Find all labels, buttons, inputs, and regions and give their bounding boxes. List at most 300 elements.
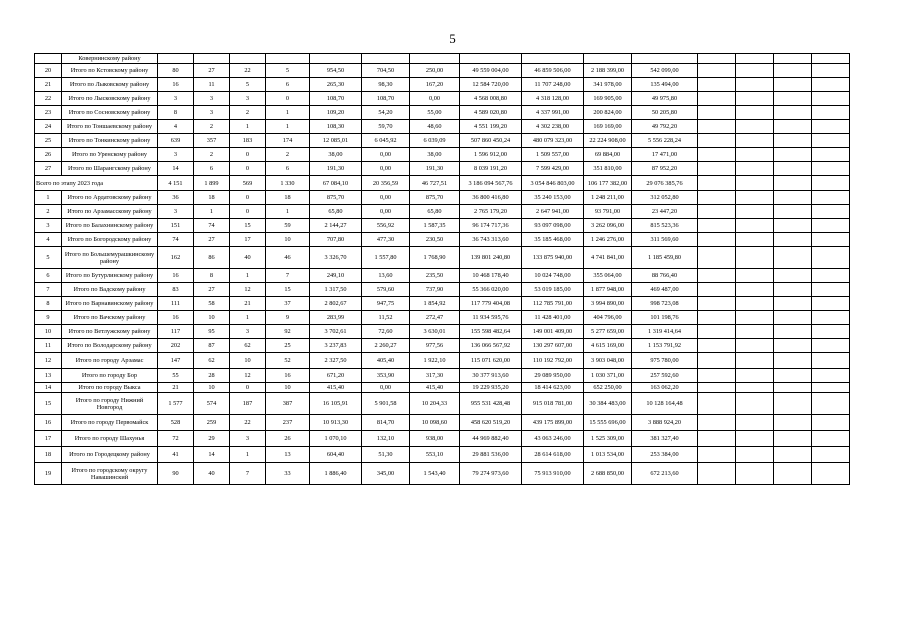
table-cell: 283,99	[310, 311, 362, 325]
table-cell: 2 765 179,20	[460, 205, 522, 219]
empty-cell	[812, 393, 850, 415]
table-cell: 1 577	[158, 393, 194, 415]
empty-cell	[736, 219, 774, 233]
empty-cell	[812, 78, 850, 92]
empty-cell	[698, 383, 736, 393]
empty-cell	[774, 415, 812, 431]
empty-cell	[812, 162, 850, 176]
empty-cell	[774, 463, 812, 485]
table-cell: 93 791,00	[584, 205, 632, 219]
table-cell: 10 024 748,00	[522, 269, 584, 283]
empty-cell	[698, 393, 736, 415]
table-cell: 15	[230, 219, 266, 233]
row-name: Итого по Шарангскому району	[62, 162, 158, 176]
empty-cell	[774, 325, 812, 339]
empty-cell	[812, 339, 850, 353]
empty-cell	[812, 120, 850, 134]
table-cell: 1	[266, 106, 310, 120]
table-cell: 21	[230, 297, 266, 311]
table-cell: 19 229 935,20	[460, 383, 522, 393]
table-cell: 2 327,50	[310, 353, 362, 369]
table-cell	[522, 54, 584, 64]
empty-cell	[812, 233, 850, 247]
table-cell: 16	[158, 78, 194, 92]
empty-cell	[774, 205, 812, 219]
row-name: Итого по городу Бор	[62, 369, 158, 383]
row-number: 13	[35, 369, 62, 383]
table-cell: 25	[266, 339, 310, 353]
empty-cell	[698, 148, 736, 162]
table-cell: 3 888 924,20	[632, 415, 698, 431]
table-cell: 947,75	[362, 297, 410, 311]
empty-cell	[736, 383, 774, 393]
table-cell: 40	[230, 247, 266, 269]
table-cell: 27	[194, 283, 230, 297]
table-row	[35, 247, 850, 269]
table-cell: 200 824,00	[584, 106, 632, 120]
table-cell: 1 768,90	[410, 247, 460, 269]
row-name: Всего по этапу 2023 года	[35, 176, 158, 191]
table-cell: 2	[266, 148, 310, 162]
table-cell: 86	[194, 247, 230, 269]
table-cell: 36 743 313,60	[460, 233, 522, 247]
empty-cell	[812, 415, 850, 431]
table-cell: 101 198,76	[632, 311, 698, 325]
table-cell: 8	[158, 106, 194, 120]
table-cell: 3	[230, 325, 266, 339]
table-cell: 36	[158, 191, 194, 205]
table-cell: 3 326,70	[310, 247, 362, 269]
table-cell: 3	[158, 205, 194, 219]
table-cell: 3 702,61	[310, 325, 362, 339]
table-cell: 16 105,91	[310, 393, 362, 415]
empty-cell	[774, 92, 812, 106]
table-cell: 381 327,40	[632, 431, 698, 447]
table-cell: 6 045,92	[362, 134, 410, 148]
empty-cell	[698, 369, 736, 383]
empty-cell	[698, 233, 736, 247]
row-number: 11	[35, 339, 62, 353]
table-cell: 415,40	[410, 383, 460, 393]
table-cell: 259	[194, 415, 230, 431]
table-cell: 8	[194, 269, 230, 283]
row-number: 3	[35, 219, 62, 233]
table-cell: 4 741 841,00	[584, 247, 632, 269]
table-cell: 0	[230, 148, 266, 162]
row-name: Итого по Кстовскому району	[62, 64, 158, 78]
table-row	[35, 415, 850, 431]
table-cell: 404 796,00	[584, 311, 632, 325]
table-cell: 58	[194, 297, 230, 311]
table-cell: 191,30	[410, 162, 460, 176]
table-row	[35, 297, 850, 311]
table-cell	[158, 54, 194, 64]
table-row	[35, 431, 850, 447]
table-row	[35, 339, 850, 353]
table-cell: 2 802,67	[310, 297, 362, 311]
table-cell: 135 494,00	[632, 78, 698, 92]
table-cell: 1 246 276,00	[584, 233, 632, 247]
table-cell: 46 859 506,00	[522, 64, 584, 78]
table-cell: 0,00	[410, 92, 460, 106]
table-cell: 49 559 004,00	[460, 64, 522, 78]
table-cell: 29 089 950,00	[522, 369, 584, 383]
table-cell: 11 707 248,00	[522, 78, 584, 92]
table-cell: 875,70	[310, 191, 362, 205]
table-cell: 48,60	[410, 120, 460, 134]
table-cell: 22	[230, 64, 266, 78]
table-cell: 3	[230, 431, 266, 447]
empty-cell	[812, 447, 850, 463]
row-number: 14	[35, 383, 62, 393]
table-cell: 69 884,00	[584, 148, 632, 162]
row-number: 15	[35, 393, 62, 415]
table-cell: 106 177 382,00	[584, 176, 632, 191]
empty-cell	[736, 269, 774, 283]
table-cell: 149 001 409,00	[522, 325, 584, 339]
table-cell: 4 318 128,00	[522, 92, 584, 106]
empty-cell	[698, 325, 736, 339]
table-cell	[310, 54, 362, 64]
table-cell: 27	[194, 233, 230, 247]
table-cell: 147	[158, 353, 194, 369]
empty-cell	[698, 120, 736, 134]
table-cell: 18	[194, 191, 230, 205]
table-cell: 6	[194, 162, 230, 176]
table-cell: 977,56	[410, 339, 460, 353]
table-cell: 2	[194, 148, 230, 162]
table-cell: 35 240 153,00	[522, 191, 584, 205]
table-cell: 1	[266, 205, 310, 219]
table-cell: 1 899	[194, 176, 230, 191]
empty-cell	[774, 134, 812, 148]
empty-cell	[812, 269, 850, 283]
row-name: Итого по Лысковскому району	[62, 92, 158, 106]
table-cell: 109,20	[310, 106, 362, 120]
table-row	[35, 148, 850, 162]
empty-cell	[736, 283, 774, 297]
empty-cell	[812, 134, 850, 148]
table-cell: 21	[158, 383, 194, 393]
table-cell: 2 188 399,00	[584, 64, 632, 78]
row-name: Итого по Балахнинскому району	[62, 219, 158, 233]
table-cell: 98,30	[362, 78, 410, 92]
row-number: 26	[35, 148, 62, 162]
table-cell: 235,50	[410, 269, 460, 283]
empty-cell	[774, 311, 812, 325]
table-cell: 553,10	[410, 447, 460, 463]
table-cell: 62	[230, 339, 266, 353]
table-cell: 10	[230, 353, 266, 369]
table-cell: 351 810,00	[584, 162, 632, 176]
table-cell: 639	[158, 134, 194, 148]
row-number: 20	[35, 64, 62, 78]
empty-cell	[774, 219, 812, 233]
table-cell: 28	[194, 369, 230, 383]
table-cell: 59	[266, 219, 310, 233]
table-cell: 0	[230, 191, 266, 205]
empty-cell	[698, 353, 736, 369]
empty-cell	[698, 219, 736, 233]
table-cell: 528	[158, 415, 194, 431]
row-number	[35, 54, 62, 64]
row-number: 24	[35, 120, 62, 134]
table-cell: 46	[266, 247, 310, 269]
table-cell: 507 860 450,24	[460, 134, 522, 148]
table-row	[35, 92, 850, 106]
row-number: 18	[35, 447, 62, 463]
empty-cell	[812, 247, 850, 269]
table-cell: 132,10	[362, 431, 410, 447]
table-cell: 1 877 948,00	[584, 283, 632, 297]
row-number: 22	[35, 92, 62, 106]
empty-cell	[774, 283, 812, 297]
table-row	[35, 393, 850, 415]
table-cell: 12 584 720,00	[460, 78, 522, 92]
table-cell: 40	[194, 463, 230, 485]
table-cell: 5	[230, 78, 266, 92]
table-cell: 110 192 792,00	[522, 353, 584, 369]
table-cell: 353,90	[362, 369, 410, 383]
empty-cell	[698, 134, 736, 148]
table-cell	[632, 54, 698, 64]
row-number: 6	[35, 269, 62, 283]
table-cell: 3 237,83	[310, 339, 362, 353]
table-cell: 915 018 781,00	[522, 393, 584, 415]
table-cell: 1 543,40	[410, 463, 460, 485]
table-cell: 2	[230, 106, 266, 120]
table-row	[35, 162, 850, 176]
table-cell: 1 509 557,00	[522, 148, 584, 162]
table-cell: 36 800 416,80	[460, 191, 522, 205]
table-cell: 4 615 169,00	[584, 339, 632, 353]
row-number: 16	[35, 415, 62, 431]
empty-cell	[698, 191, 736, 205]
table-row	[35, 64, 850, 78]
table-cell: 0,00	[362, 383, 410, 393]
table-cell	[362, 54, 410, 64]
table-cell: 115 071 620,00	[460, 353, 522, 369]
table-cell: 10	[266, 383, 310, 393]
table-cell: 737,90	[410, 283, 460, 297]
table-cell: 458 620 519,20	[460, 415, 522, 431]
empty-cell	[736, 78, 774, 92]
table-row	[35, 383, 850, 393]
empty-cell	[698, 64, 736, 78]
table-cell: 151	[158, 219, 194, 233]
table-cell: 96 174 717,36	[460, 219, 522, 233]
table-cell: 0	[230, 205, 266, 219]
table-cell: 569	[230, 176, 266, 191]
row-number: 9	[35, 311, 62, 325]
empty-cell	[736, 176, 774, 191]
table-cell: 10 468 178,40	[460, 269, 522, 283]
table-cell: 230,50	[410, 233, 460, 247]
empty-cell	[736, 162, 774, 176]
table-cell: 955 531 428,48	[460, 393, 522, 415]
row-number: 10	[35, 325, 62, 339]
table-cell: 3 186 094 567,76	[460, 176, 522, 191]
table-cell: 130 297 607,00	[522, 339, 584, 353]
table-cell: 250,00	[410, 64, 460, 78]
table-cell: 1 070,10	[310, 431, 362, 447]
table-cell: 0,00	[362, 148, 410, 162]
table-cell: 1	[230, 311, 266, 325]
row-name: Итого по Вачскому району	[62, 311, 158, 325]
table-cell: 38,00	[310, 148, 362, 162]
row-name: Итого по городу Шахунья	[62, 431, 158, 447]
row-number: 12	[35, 353, 62, 369]
table-row	[35, 219, 850, 233]
empty-cell	[812, 283, 850, 297]
table-cell: 5	[266, 64, 310, 78]
table-cell: 317,30	[410, 369, 460, 383]
table-cell: 2	[194, 120, 230, 134]
table-cell: 11,52	[362, 311, 410, 325]
table-row	[35, 120, 850, 134]
table-cell: 90	[158, 463, 194, 485]
table-cell: 72,60	[362, 325, 410, 339]
empty-cell	[736, 205, 774, 219]
table-cell: 439 175 899,00	[522, 415, 584, 431]
row-number: 23	[35, 106, 62, 120]
empty-cell	[774, 148, 812, 162]
table-cell: 0	[230, 383, 266, 393]
table-cell: 4 302 238,00	[522, 120, 584, 134]
table-cell: 357	[194, 134, 230, 148]
table-cell: 556,92	[362, 219, 410, 233]
empty-cell	[698, 162, 736, 176]
table-cell: 6	[266, 162, 310, 176]
table-cell: 162	[158, 247, 194, 269]
page-number: 5	[449, 31, 456, 46]
empty-cell	[812, 431, 850, 447]
table-cell: 1 587,35	[410, 219, 460, 233]
table-cell: 167,20	[410, 78, 460, 92]
empty-cell	[698, 297, 736, 311]
table-cell: 10 128 164,48	[632, 393, 698, 415]
empty-cell	[774, 191, 812, 205]
table-row	[35, 134, 850, 148]
table-cell	[230, 54, 266, 64]
empty-cell	[812, 54, 850, 64]
row-name: Итого по городу Нижний Новгород	[62, 393, 158, 415]
empty-cell	[698, 205, 736, 219]
table-row	[35, 369, 850, 383]
empty-cell	[736, 92, 774, 106]
table-cell: 1 886,40	[310, 463, 362, 485]
empty-cell	[698, 247, 736, 269]
table-cell: 28 614 618,00	[522, 447, 584, 463]
table-cell: 672 213,60	[632, 463, 698, 485]
row-number: 5	[35, 247, 62, 269]
table-row	[35, 311, 850, 325]
table-cell: 10 098,60	[410, 415, 460, 431]
table-cell: 10 204,33	[410, 393, 460, 415]
empty-cell	[774, 447, 812, 463]
empty-cell	[736, 64, 774, 78]
table-cell: 5 556 228,24	[632, 134, 698, 148]
table-cell: 38,00	[410, 148, 460, 162]
table-cell: 814,70	[362, 415, 410, 431]
table-cell: 111	[158, 297, 194, 311]
empty-cell	[812, 176, 850, 191]
table-cell: 237	[266, 415, 310, 431]
row-number: 27	[35, 162, 62, 176]
table-cell: 1 248 211,00	[584, 191, 632, 205]
table-cell: 10 913,30	[310, 415, 362, 431]
table-cell: 117 779 404,08	[460, 297, 522, 311]
table-cell: 30 384 483,00	[584, 393, 632, 415]
table-cell: 33	[266, 463, 310, 485]
empty-cell	[774, 54, 812, 64]
row-name: Итого по Большемурашкинскому району	[62, 247, 158, 269]
empty-cell	[812, 463, 850, 485]
table-cell: 191,30	[310, 162, 362, 176]
table-cell: 4 337 991,00	[522, 106, 584, 120]
empty-cell	[774, 353, 812, 369]
table-cell: 998 723,08	[632, 297, 698, 311]
empty-cell	[774, 176, 812, 191]
table-row	[35, 447, 850, 463]
row-number: 25	[35, 134, 62, 148]
table-cell: 30 377 913,60	[460, 369, 522, 383]
table-cell: 415,40	[310, 383, 362, 393]
table-cell: 169 169,00	[584, 120, 632, 134]
table-cell: 18 414 623,00	[522, 383, 584, 393]
table-row	[35, 205, 850, 219]
empty-cell	[812, 219, 850, 233]
row-name: Итого по Бутурлинскому району	[62, 269, 158, 283]
row-name: Итого по Варнавинскому району	[62, 297, 158, 311]
table-cell: 15 555 696,00	[584, 415, 632, 431]
table-cell: 65,80	[410, 205, 460, 219]
empty-cell	[698, 431, 736, 447]
empty-cell	[774, 120, 812, 134]
table-cell: 13,60	[362, 269, 410, 283]
table-cell: 265,30	[310, 78, 362, 92]
table-cell: 55 366 020,00	[460, 283, 522, 297]
empty-cell	[812, 369, 850, 383]
table-cell: 22 224 908,00	[584, 134, 632, 148]
table-cell: 3	[158, 148, 194, 162]
table-cell: 249,10	[310, 269, 362, 283]
table-cell: 29 881 536,00	[460, 447, 522, 463]
table-cell: 2 260,27	[362, 339, 410, 353]
empty-cell	[812, 205, 850, 219]
empty-cell	[774, 64, 812, 78]
table-cell: 92	[266, 325, 310, 339]
empty-cell	[774, 431, 812, 447]
table-cell: 4 589 020,80	[460, 106, 522, 120]
empty-cell	[774, 269, 812, 283]
row-name: Итого по Тонкинскому району	[62, 134, 158, 148]
table-cell: 187	[230, 393, 266, 415]
table-cell: 50 205,80	[632, 106, 698, 120]
table-cell	[266, 54, 310, 64]
row-name: Итого по Тоншаевскому району	[62, 120, 158, 134]
table-cell: 7	[230, 463, 266, 485]
empty-cell	[812, 383, 850, 393]
row-name: Итого по Вадскому району	[62, 283, 158, 297]
table-cell: 14	[194, 447, 230, 463]
empty-cell	[774, 247, 812, 269]
table-cell: 1	[230, 120, 266, 134]
table-cell: 95	[194, 325, 230, 339]
table-cell: 875,70	[410, 191, 460, 205]
table-cell: 52	[266, 353, 310, 369]
table-cell: 1 153 791,92	[632, 339, 698, 353]
